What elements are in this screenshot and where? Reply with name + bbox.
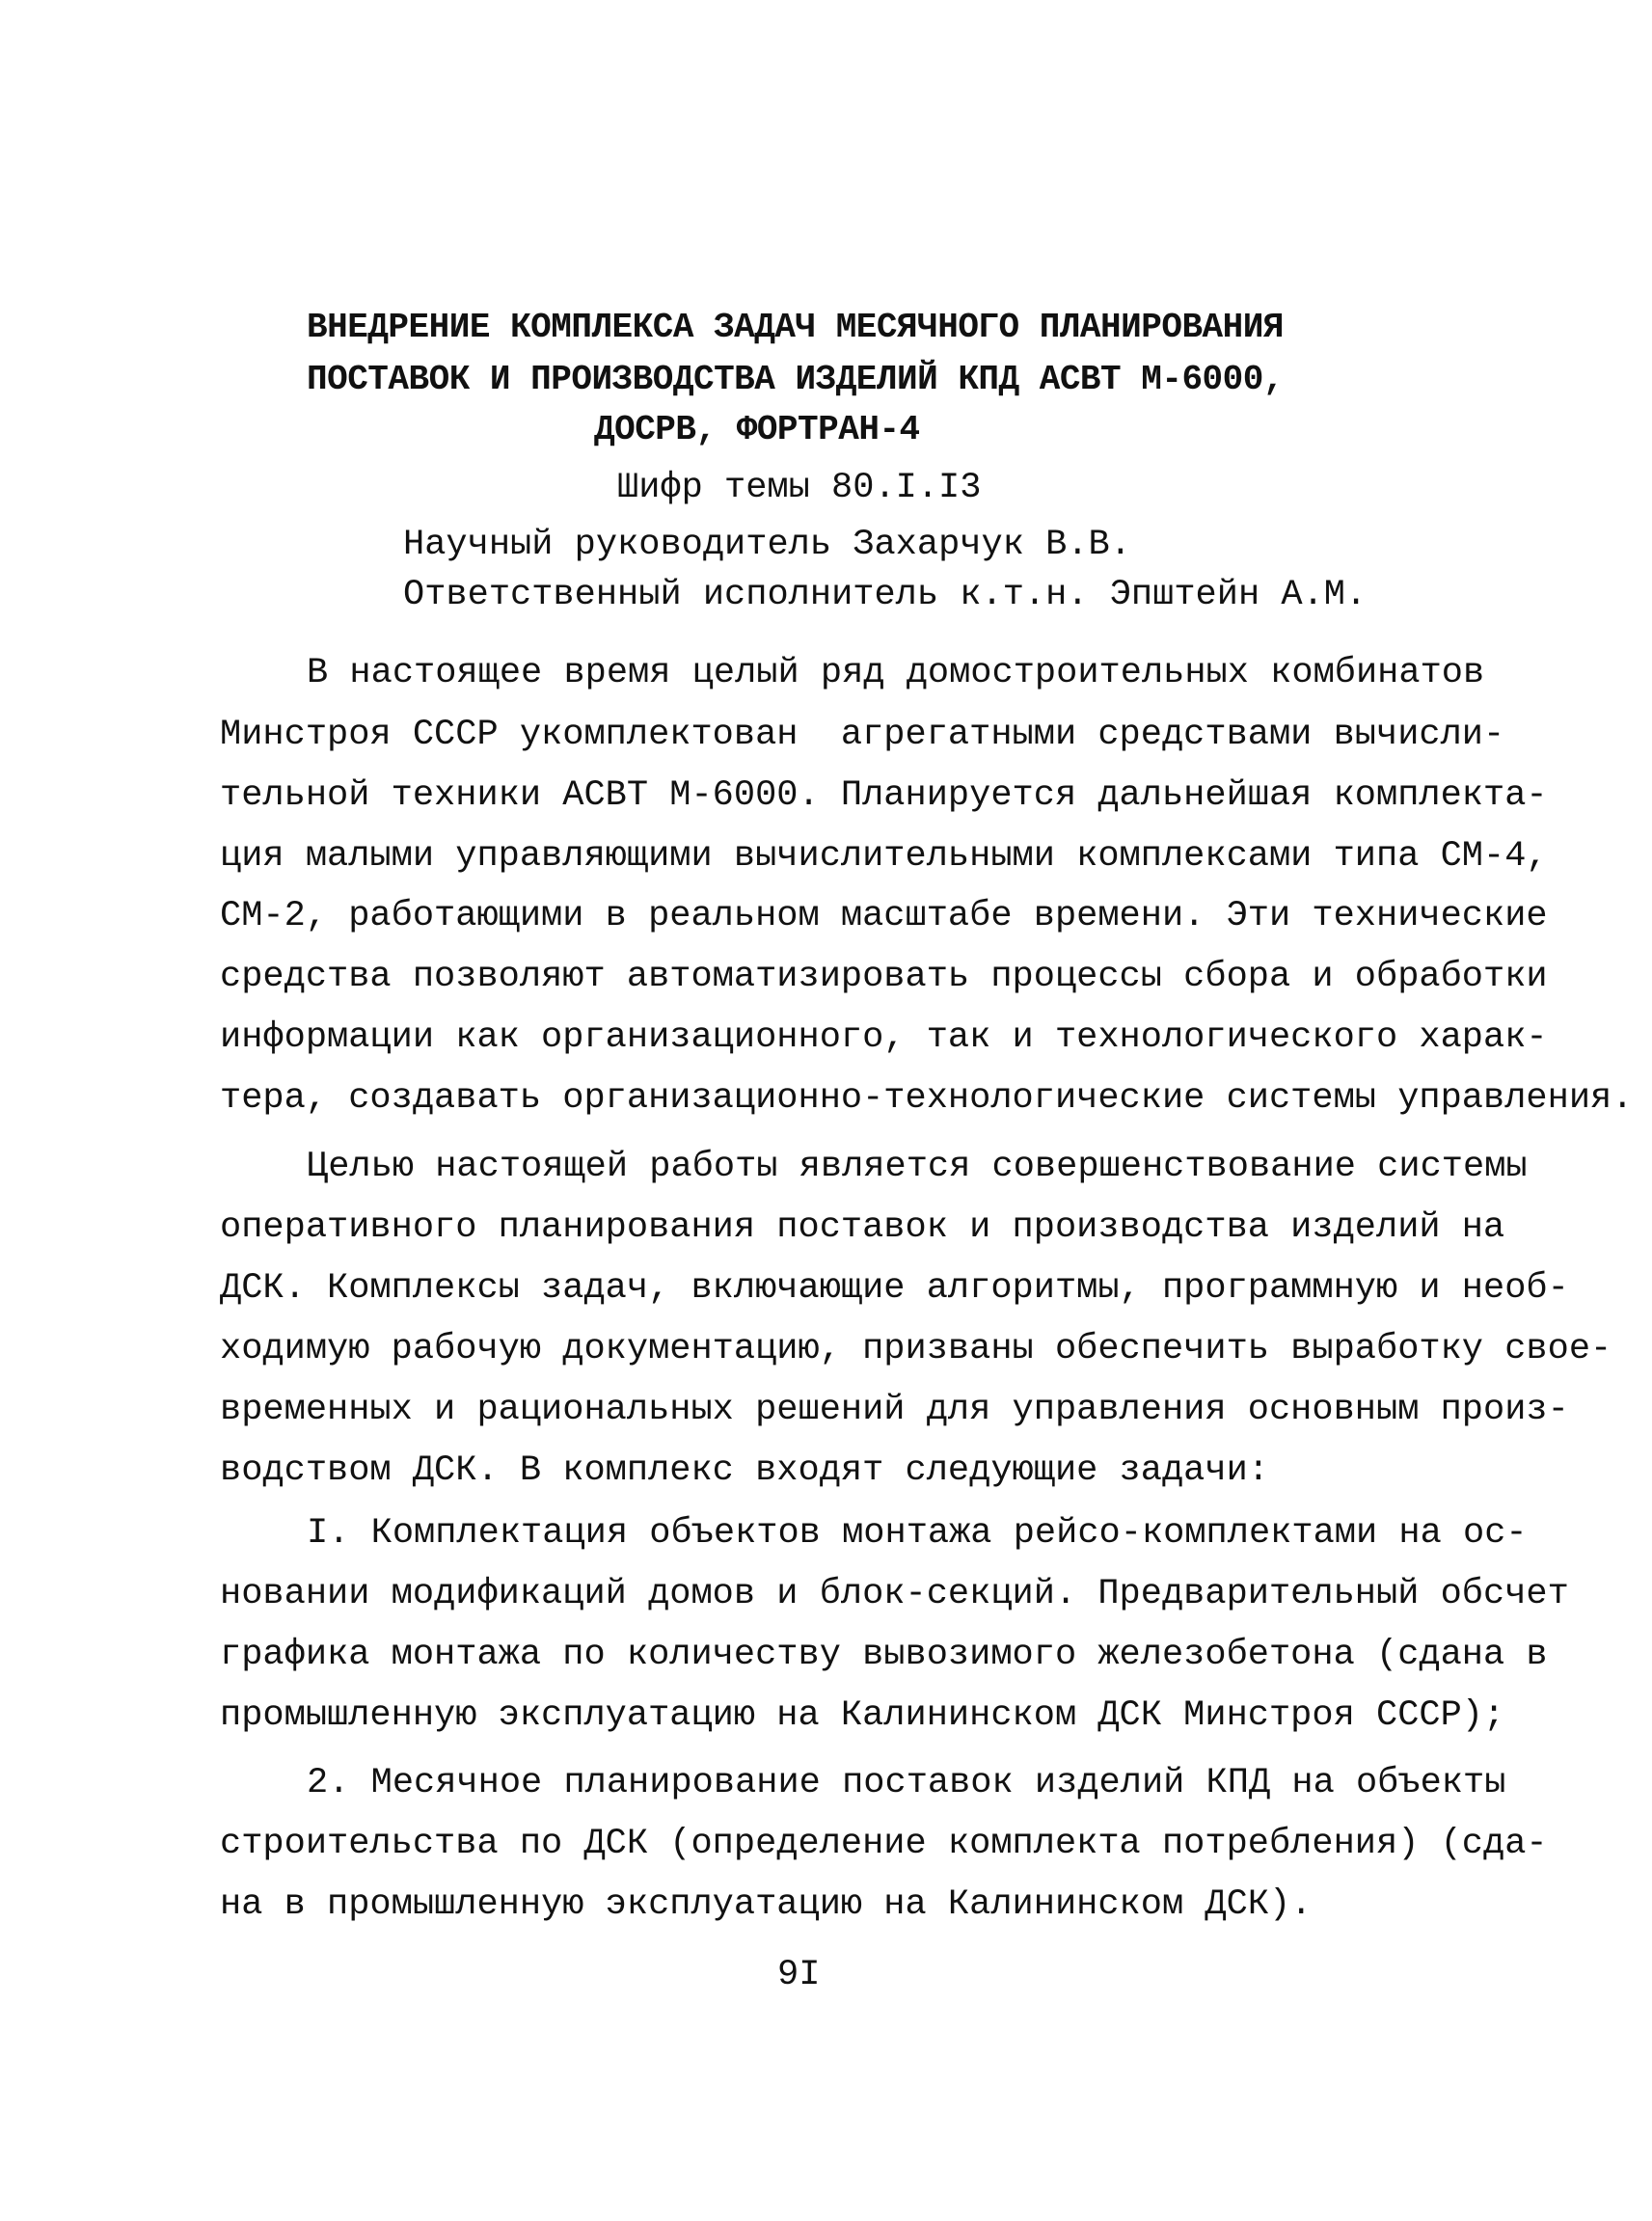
paragraph1-line-7: информации как организационного, так и технологического харак- (220, 1017, 1548, 1058)
paragraph1-line-6: средства позволяют автоматизировать процессы сбора и обработки (220, 957, 1548, 997)
supervisor-line: Научный руководитель Захарчук В.В. (403, 525, 1131, 565)
paragraph1-line-3: тельной техники АСВТ М-6000. Планируется дальнейшая комплекта- (220, 775, 1548, 816)
paragraph2-line-2: оперативного планирования поставок и производства изделий на (220, 1207, 1505, 1248)
item1-line-2: новании модификаций домов и блок-секций. Предварительный обсчет (220, 1574, 1569, 1614)
item2-line-1: 2. Месячное планирование поставок изделий КПД на объекты (307, 1763, 1506, 1803)
paragraph1-line-1: В настоящее время целый ряд домостроительных комбинатов (307, 653, 1485, 693)
title-line-1: ВНЕДРЕНИЕ КОМПЛЕКСА ЗАДАЧ МЕСЯЧНОГО ПЛАНИРОВАНИЯ (307, 308, 1284, 347)
paragraph1-line-2: Минстроя СССР укомплектован агрегатными средствами вычисли- (220, 715, 1505, 755)
item1-line-4: промышленную эксплуатацию на Калининском ДСК Минстроя СССР); (220, 1695, 1505, 1736)
item1-line-3: графика монтажа по количеству вывозимого железобетона (сдана в (220, 1635, 1548, 1675)
executor-line: Ответственный исполнитель к.т.н. Эпштейн А.М. (403, 575, 1368, 615)
paragraph1-line-5: СМ-2, работающими в реальном масштабе времени. Эти технические (220, 896, 1548, 936)
paragraph2-line-6: водством ДСК. В комплекс входят следующие задачи: (220, 1450, 1269, 1491)
title-line-2: ПОСТАВОК И ПРОИЗВОДСТВА ИЗДЕЛИЙ КПД АСВТ М-6000, (307, 360, 1284, 399)
paragraph2-line-5: временных и рациональных решений для управления основным произ- (220, 1390, 1569, 1430)
item2-line-3: на в промышленную эксплуатацию на Калининском ДСК). (220, 1884, 1313, 1925)
paragraph2-line-1: Целью настоящей работы является совершенствование системы (307, 1147, 1528, 1187)
paragraph1-line-8: тера, создавать организационно-технологические системы управления. (220, 1078, 1634, 1119)
paragraph2-line-4: ходимую рабочую документацию, призваны обеспечить выработку свое- (220, 1329, 1612, 1369)
topic-code: Шифр темы 80.I.I3 (617, 468, 982, 508)
paragraph2-line-3: ДСК. Комплексы задач, включающие алгоритмы, программную и необ- (220, 1268, 1569, 1309)
page-number: 9I (777, 1955, 821, 1995)
title-line-3: ДОСРВ, ФОРТРАН-4 (594, 410, 920, 449)
item2-line-2: строительства по ДСК (определение комплекта потребления) (сда- (220, 1824, 1548, 1864)
paragraph1-line-4: ция малыми управляющими вычислительными комплексами типа СМ-4, (220, 836, 1548, 877)
item1-line-1: I. Комплектация объектов монтажа рейсо-комплектами на ос- (307, 1513, 1528, 1554)
